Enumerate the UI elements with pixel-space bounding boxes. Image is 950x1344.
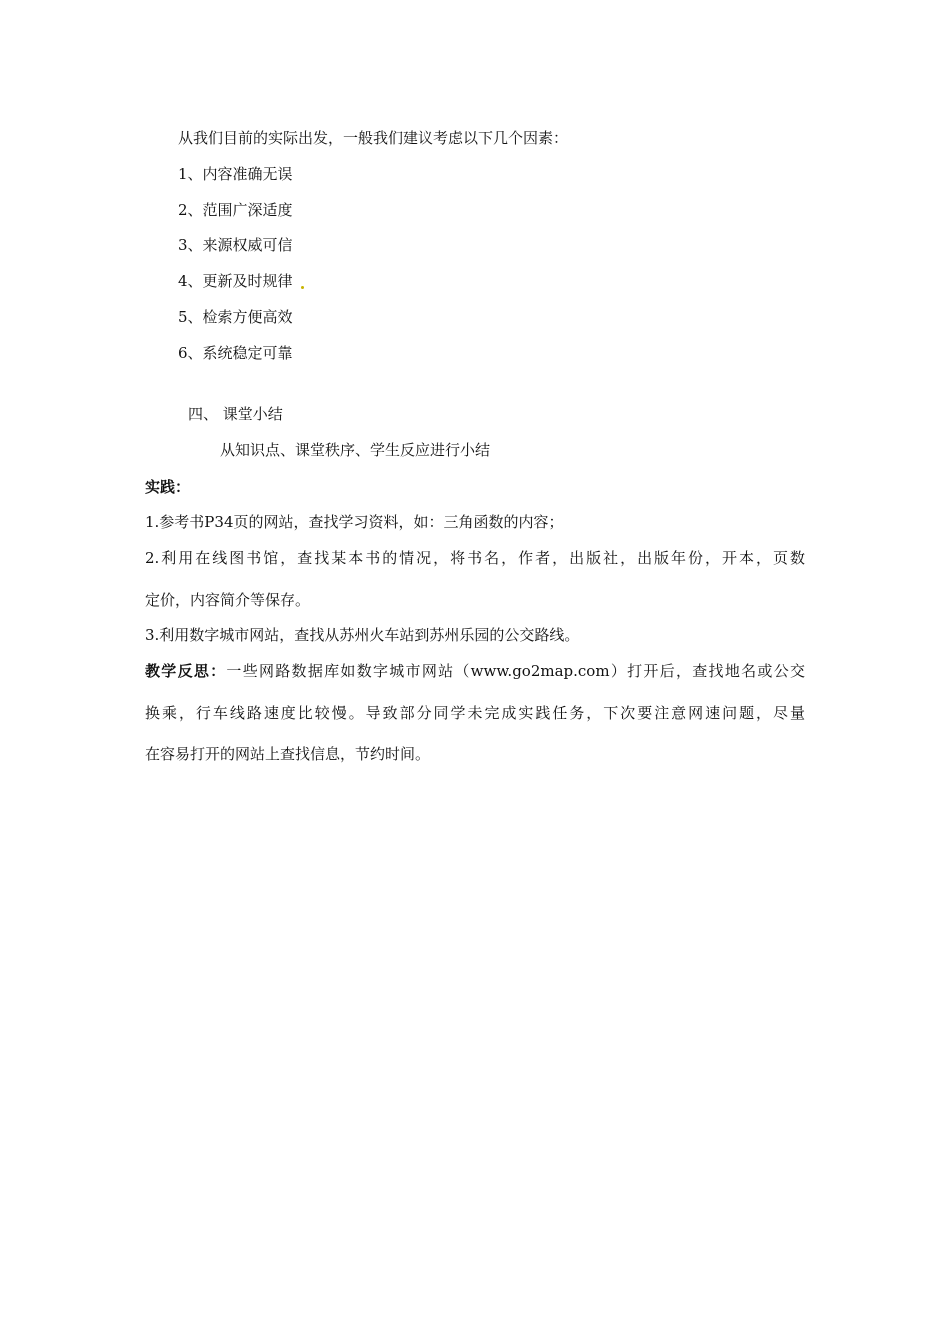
- practice-item: 2.利用在线图书馆，查找某本书的情况，将书名，作者，出版社，出版年份，开本，页数: [145, 549, 805, 567]
- reflection-line: [145, 661, 805, 681]
- factor-item: 5、检索方便高效: [178, 308, 293, 326]
- intro-text: 从我们目前的实际出发，一般我们建议考虑以下几个因素：: [178, 129, 569, 147]
- factor-item: 2、范围广深适度: [178, 201, 293, 219]
- factor-item: 3、来源权威可信: [178, 236, 293, 254]
- practice-item-continued: 定价，内容简介等保存。: [145, 591, 311, 609]
- reflection-label: 教学反思：: [145, 662, 227, 680]
- reflection-line: 换乘，行车线路速度比较慢。导致部分同学未完成实践任务，下次要注意网速问题，尽量: [145, 704, 805, 722]
- practice-item: 1.参考书P34页的网站，查找学习资料，如：三角函数的内容；: [145, 513, 564, 531]
- factor-item: 4、更新及时规律: [178, 272, 293, 290]
- reflection-line: 在容易打开的网站上查找信息，节约时间。: [145, 745, 431, 763]
- section-text: 从知识点、课堂秩序、学生反应进行小结: [220, 441, 491, 459]
- practice-label: 实践：: [145, 478, 191, 496]
- factor-item-row: [178, 271, 305, 291]
- practice-item: 3.利用数字城市网站，查找从苏州火车站到苏州乐园的公交路线。: [145, 626, 580, 644]
- marker-dot-icon: [301, 286, 304, 289]
- factor-item: 6、系统稳定可靠: [178, 344, 293, 362]
- factor-item: 1、内容准确无误: [178, 165, 293, 183]
- section-heading: 四、 课堂小结: [188, 405, 283, 423]
- reflection-text: 一些网路数据库如数字城市网站（www.go2map.com）打开后，查找地名或公交: [226, 662, 805, 680]
